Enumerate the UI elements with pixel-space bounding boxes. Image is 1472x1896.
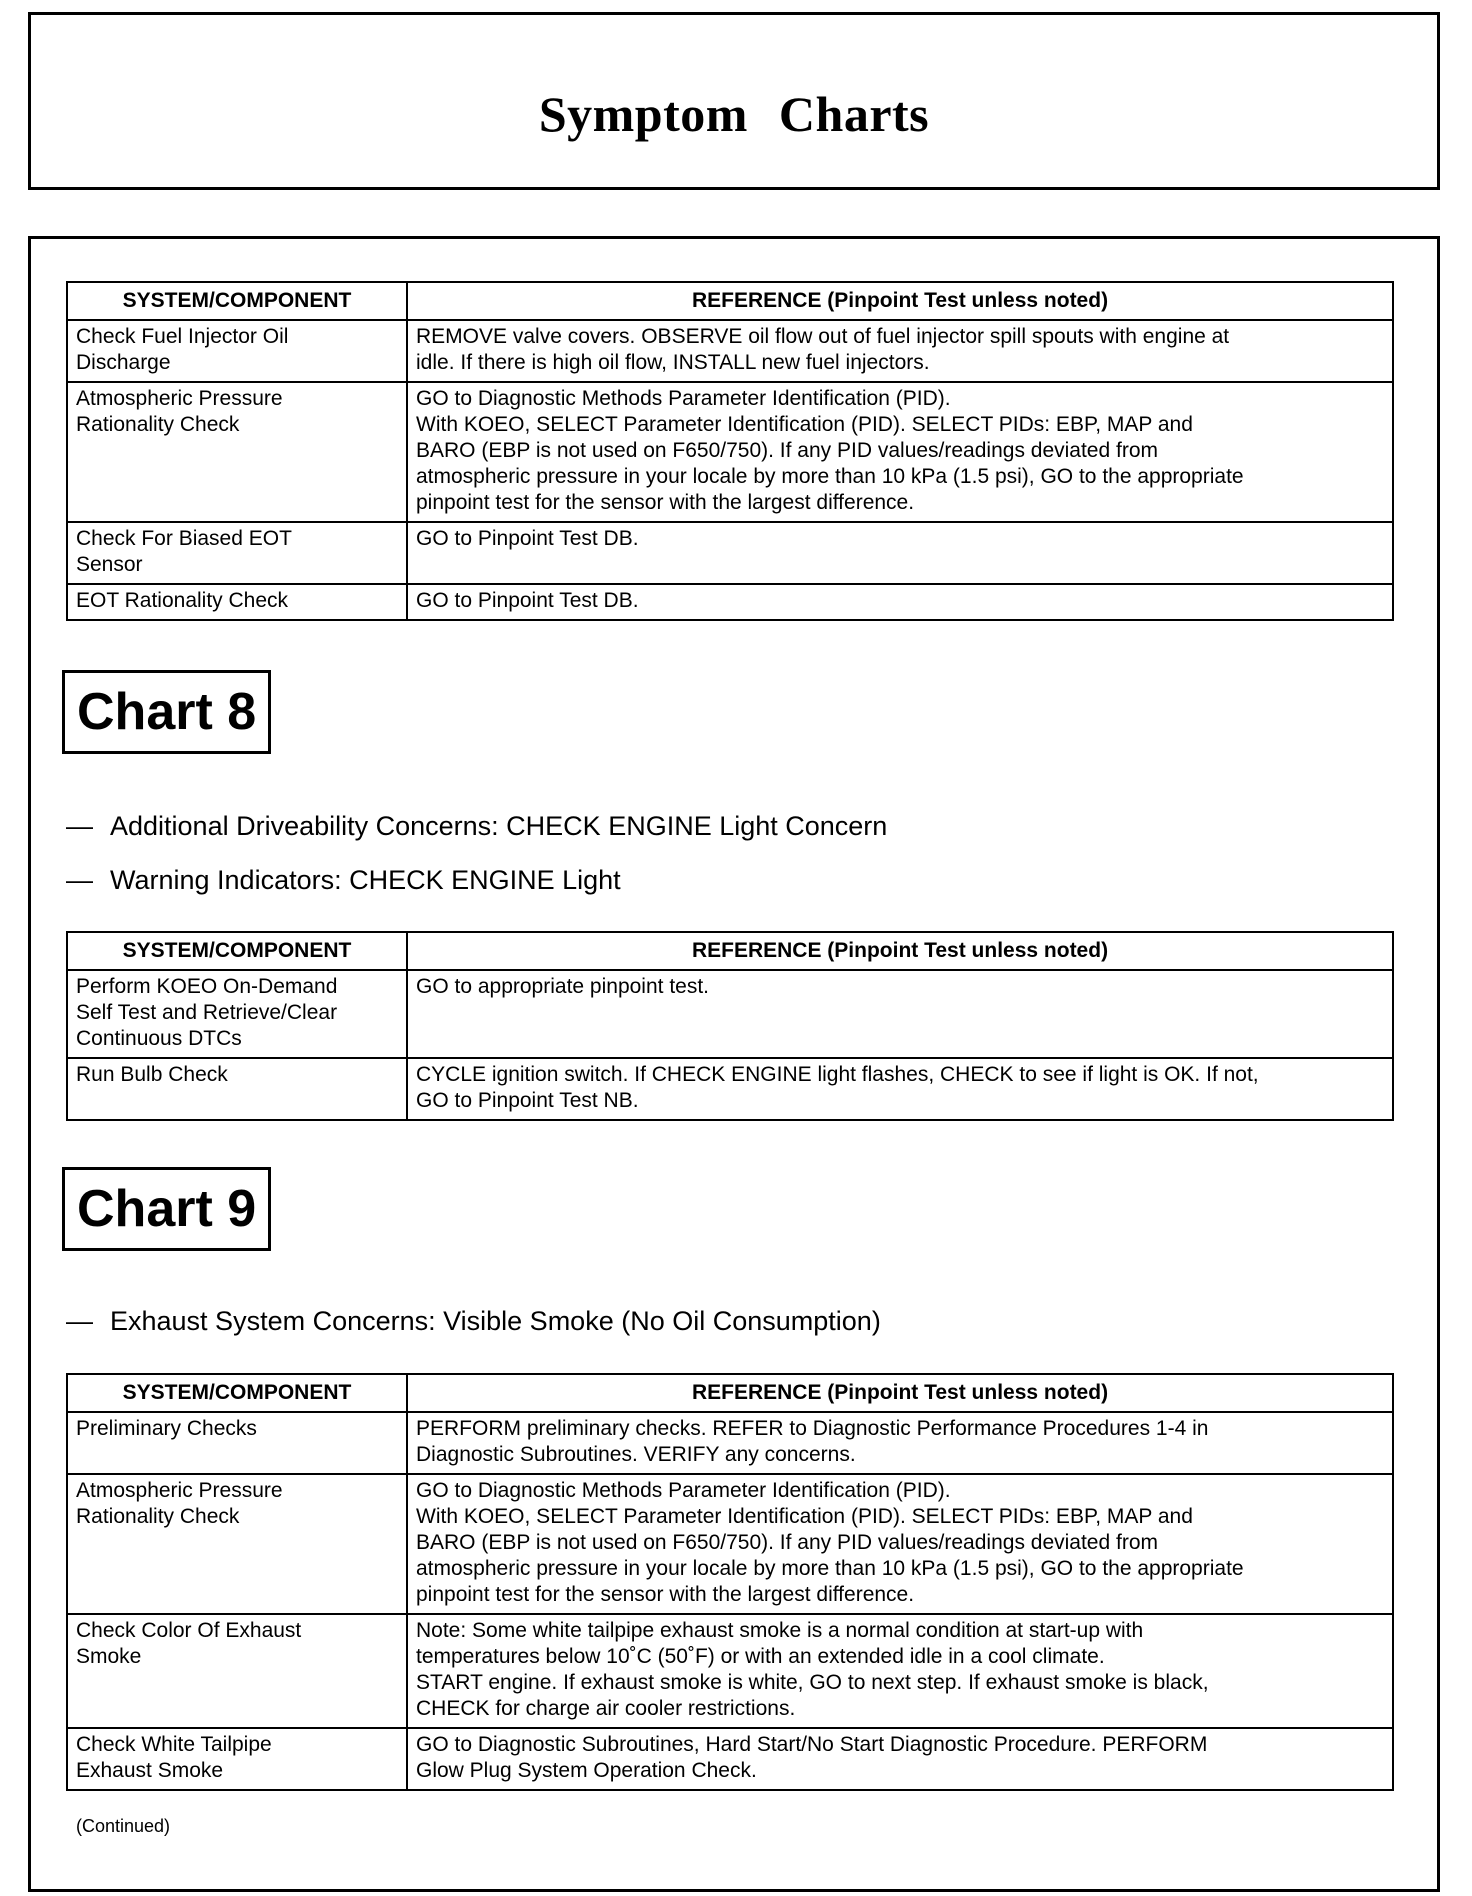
component-cell: Atmospheric Pressure Rationality Check xyxy=(67,382,407,522)
component-cell: EOT Rationality Check xyxy=(67,584,407,620)
table-row xyxy=(67,1728,1393,1790)
chart-9-label: Chart 9 xyxy=(62,1167,271,1251)
reference-cell: GO to Diagnostic Methods Parameter Identification (PID). With KOEO, SELECT Parameter Identification (PID). SELECT PIDs: EBP, MAP and BARO (EBP is not used on F650/750). If any PID values/readings deviated from atmospheric pressure in your locale by more than 10 kPa (1.5 psi), GO to the appropriate pinpoint test for the sensor with the largest difference. xyxy=(407,1474,1393,1614)
component-cell: Check Color Of Exhaust Smoke xyxy=(67,1614,407,1728)
reference-cell: GO to Pinpoint Test DB. xyxy=(407,522,1393,584)
component-cell: Atmospheric Pressure Rationality Check xyxy=(67,1474,407,1614)
top-symptom-table xyxy=(66,281,1394,621)
chart-9-concern: — Exhaust System Concerns: Visible Smoke (No Oil Consumption) xyxy=(66,1306,881,1336)
continued-note: (Continued) xyxy=(76,1816,171,1836)
chart-8-table xyxy=(66,931,1394,1121)
table-row xyxy=(67,382,1393,522)
column-header-system-component: SYSTEM/COMPONENT xyxy=(67,1374,407,1412)
table-row xyxy=(67,584,1393,620)
reference-cell: GO to Diagnostic Methods Parameter Identification (PID). With KOEO, SELECT Parameter Identification (PID). SELECT PIDs: EBP, MAP and BARO (EBP is not used on F650/750). If any PID values/readings deviated from atmospheric pressure in your locale by more than 10 kPa (1.5 psi), GO to the appropriate pinpoint test for the sensor with the largest difference. xyxy=(407,382,1393,522)
component-cell: Perform KOEO On-Demand Self Test and Retrieve/Clear Continuous DTCs xyxy=(67,970,407,1058)
component-cell: Check Fuel Injector Oil Discharge xyxy=(67,320,407,382)
component-cell: Check For Biased EOT Sensor xyxy=(67,522,407,584)
column-header-reference: REFERENCE (Pinpoint Test unless noted) xyxy=(407,282,1393,320)
reference-cell: REMOVE valve covers. OBSERVE oil flow out of fuel injector spill spouts with engine at idle. If there is high oil flow, INSTALL new fuel injectors. xyxy=(407,320,1393,382)
reference-cell: PERFORM preliminary checks. REFER to Diagnostic Performance Procedures 1-4 in Diagnostic Subroutines. VERIFY any concerns. xyxy=(407,1412,1393,1474)
table-row xyxy=(67,1412,1393,1474)
chart-8-label: Chart 8 xyxy=(62,670,271,754)
chart-8-concern: — Warning Indicators: CHECK ENGINE Light xyxy=(66,865,621,895)
chart-8-concern: — Additional Driveability Concerns: CHECK ENGINE Light Concern xyxy=(66,811,888,841)
reference-cell: GO to appropriate pinpoint test. xyxy=(407,970,1393,1058)
component-cell: Preliminary Checks xyxy=(67,1412,407,1474)
table-row xyxy=(67,522,1393,584)
reference-cell: GO to Diagnostic Subroutines, Hard Start/No Start Diagnostic Procedure. PERFORM Glow Plug System Operation Check. xyxy=(407,1728,1393,1790)
column-header-reference: REFERENCE (Pinpoint Test unless noted) xyxy=(407,932,1393,970)
reference-cell: GO to Pinpoint Test DB. xyxy=(407,584,1393,620)
page-header-box xyxy=(28,12,1440,190)
reference-cell: Note: Some white tailpipe exhaust smoke is a normal condition at start-up with temperatures below 10˚C (50˚F) or with an extended idle in a cool climate. START engine. If exhaust smoke is white, GO to next step. If exhaust smoke is black, CHECK for charge air cooler restrictions. xyxy=(407,1614,1393,1728)
page-title: Symptom Charts xyxy=(538,86,930,142)
column-header-reference: REFERENCE (Pinpoint Test unless noted) xyxy=(407,1374,1393,1412)
table-row xyxy=(67,1614,1393,1728)
chart-9-table xyxy=(66,1373,1394,1791)
column-header-system-component: SYSTEM/COMPONENT xyxy=(67,282,407,320)
reference-cell: CYCLE ignition switch. If CHECK ENGINE light flashes, CHECK to see if light is OK. If not, GO to Pinpoint Test NB. xyxy=(407,1058,1393,1120)
table-row xyxy=(67,320,1393,382)
table-row xyxy=(67,1058,1393,1120)
component-cell: Check White Tailpipe Exhaust Smoke xyxy=(67,1728,407,1790)
table-row xyxy=(67,970,1393,1058)
column-header-system-component: SYSTEM/COMPONENT xyxy=(67,932,407,970)
table-row xyxy=(67,1474,1393,1614)
component-cell: Run Bulb Check xyxy=(67,1058,407,1120)
